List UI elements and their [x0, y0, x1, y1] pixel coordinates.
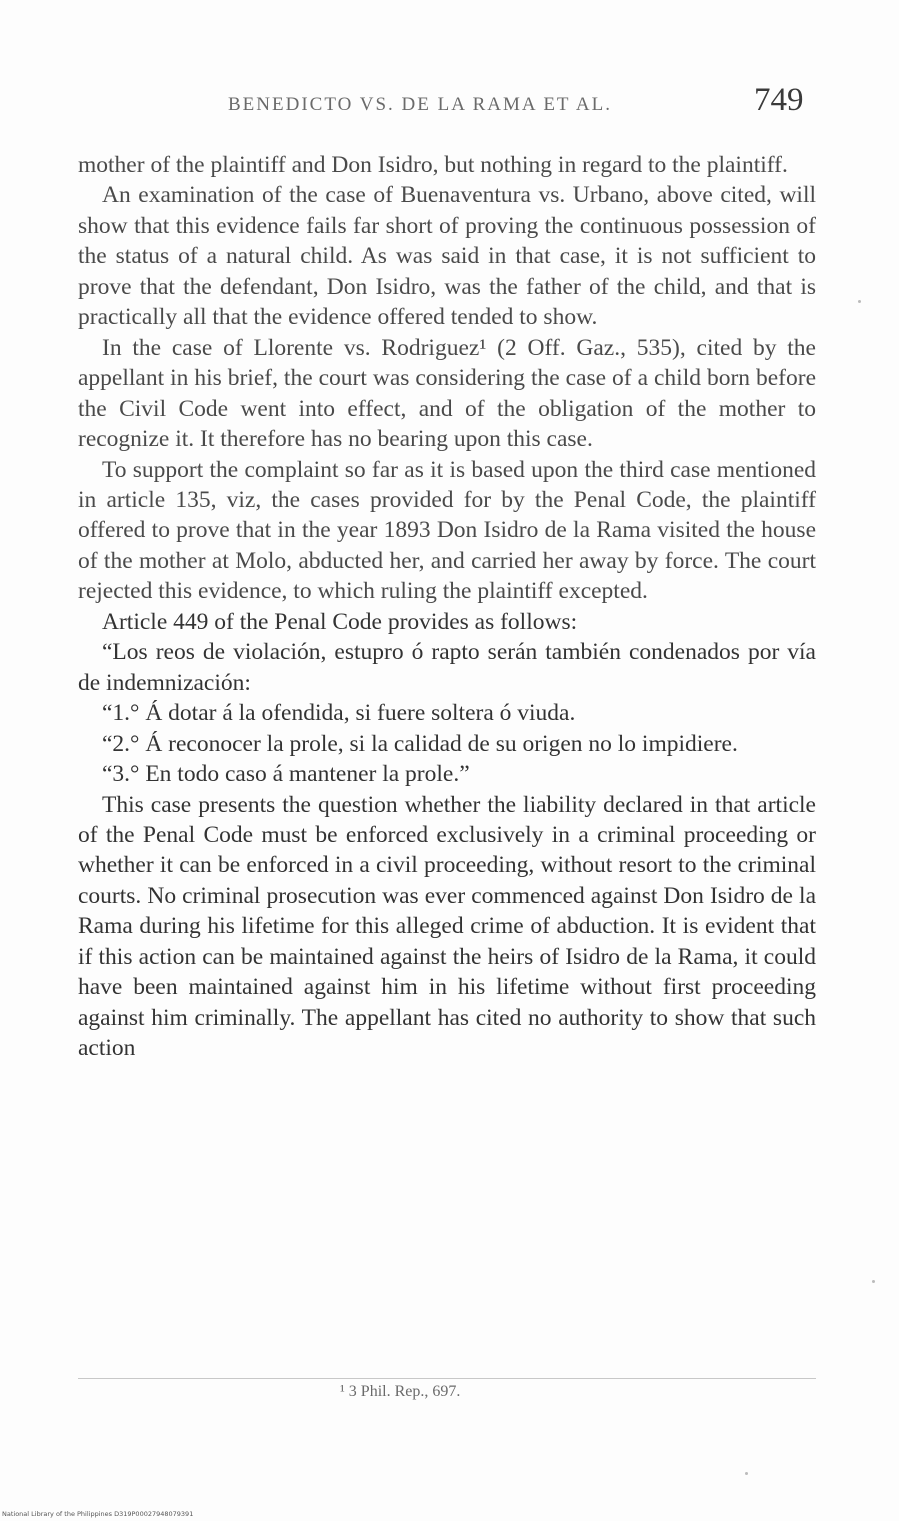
paragraph-3: In the case of Llorente vs. Rodriguez¹ (2 Off. Gaz., 535), cited by the appellant in his brief, the court was considering the case of a child born before the Civil Code went into effect, and of the obligation of the mother to recognize it. It therefore has no bearing upon this case. — [78, 334, 816, 453]
footnote-rule — [78, 1378, 816, 1379]
paragraph-5: Article 449 of the Penal Code provides as follows: — [102, 608, 578, 635]
footnote: ¹ 3 Phil. Rep., 697. — [340, 1383, 461, 1400]
scan-credit: National Library of the Philippines D319P00027948079391 — [2, 1510, 194, 1518]
paragraph-6: This case presents the question whether the liability declared in that article of the Penal Code must be enforced exclusively in a criminal proceeding or whether it can be enforced in a civil proceeding, without resort to the criminal courts. No criminal prosecution was ever commenced against Don Isidro de la Rama during his lifetime for this alleged crime of abduction. It is evident that if this action can be maintained against the heirs of Isidro de la Rama, it could have been maintained against him in his lifetime without first proceeding against him criminally. The appellant has cited no authority to show that such action — [78, 791, 816, 1062]
paragraph-4: To support the complaint so far as it is based upon the third case mentioned in article 135, viz, the cases provided for by the Penal Code, the plaintiff offered to prove that in the year 1893 Don Isidro de la Rama visited the house of the mother at Molo, abducted her, and carried her away by force. The court rejected this evidence, to which ruling the plaintiff excepted. — [78, 456, 816, 605]
paragraph-1: mother of the plaintiff and Don Isidro, but nothing in regard to the plaintiff. — [78, 152, 788, 178]
quote-item-1: “1.° Á dotar á la ofendida, si fuere soltera ó viuda. — [102, 700, 576, 727]
scan-speck — [745, 1472, 748, 1475]
paragraph-2: An examination of the case of Buenaventura vs. Urbano, above cited, will show that this evidence fails far short of proving the continuous possession of the status of a natural child. As was said in that case, it is not sufficient to prove that the defendant, Don Isidro, was the father of the child, and that is practically all that the evidence offered tended to show. — [78, 182, 816, 331]
running-head: BENEDICTO VS. DE LA RAMA ET AL. — [228, 94, 612, 115]
quote-item-3: “3.° En todo caso á mantener la prole.” — [102, 761, 470, 788]
scan-speck — [858, 300, 861, 303]
page-number: 749 — [754, 82, 804, 118]
quote-item-2: “2.° Á reconocer la prole, si la calidad de su origen no lo impidiere. — [102, 730, 738, 757]
scan-speck — [872, 1280, 875, 1283]
body-text — [78, 150, 816, 1064]
quote-intro: “Los reos de violación, estupro ó rapto serán también condenados por vía de indemnización: — [78, 639, 816, 696]
